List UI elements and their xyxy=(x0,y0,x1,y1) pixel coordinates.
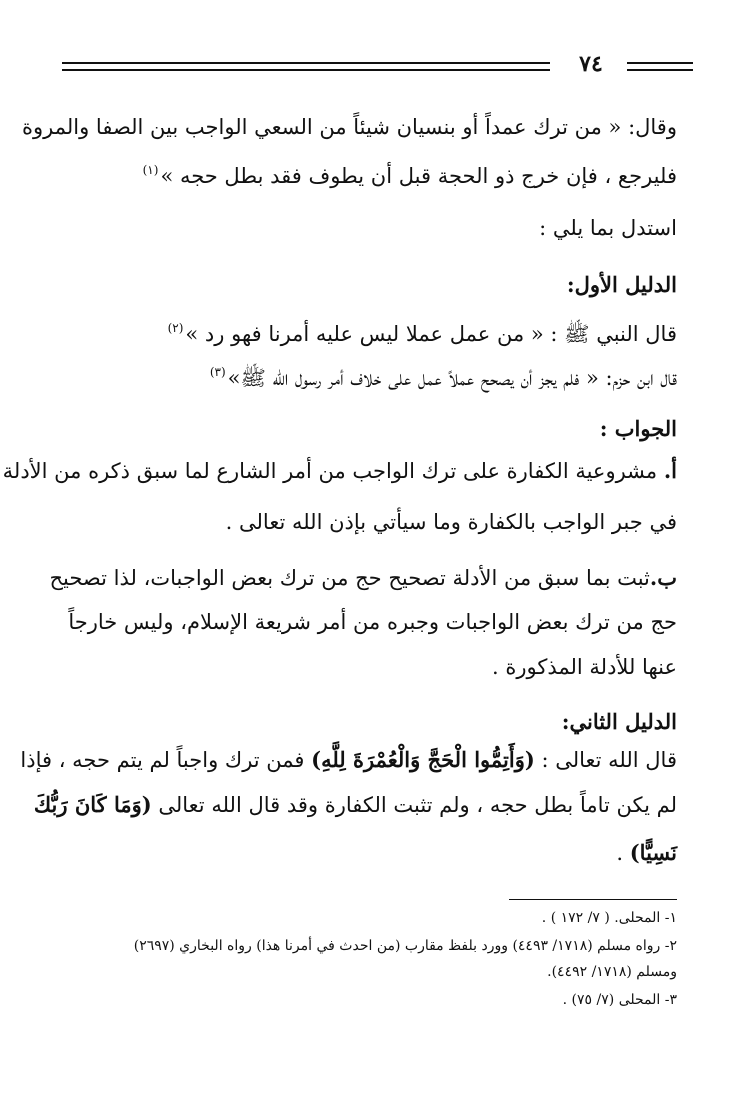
text-line-11-pre: قال الله تعالى : xyxy=(534,748,677,772)
text-line-2 xyxy=(60,155,677,191)
footnote-ref-1: (١) xyxy=(142,163,159,177)
header-rule-right xyxy=(627,62,693,71)
text-line-5-body: قال ابن حزم: « فلم يجز أن يصحح عملاً عمل على خلاف أمر رسول الله ﷺ» xyxy=(227,366,677,390)
text-line-7: في جبر الواجب بالكفارة وما سيأتي بإذن الله تعالى . xyxy=(225,510,677,534)
quran-quote-1: (وَأَتِمُّوا الْحَجَّ وَالْعُمْرَةَ لِلَّهِ) xyxy=(311,747,535,772)
text-line-2-body: فليرجع ، فإن خرج ذو الحجة قبل أن يطوف فقد بطل حجه » xyxy=(160,164,677,188)
text-line-8-body: ثبت بما سبق من الأدلة تصحيح حج من ترك بعض الواجبات، لذا تصحيح xyxy=(49,566,650,590)
page-number: ٧٤ xyxy=(579,51,603,77)
text-line-13-post: . xyxy=(616,841,630,865)
text-line-6-body: مشروعية الكفارة على ترك الواجب من أمر الشارع لما سبق ذكره من الأدلة xyxy=(2,459,664,483)
heading-second-evidence: الدليل الثاني: xyxy=(561,709,677,734)
footnote-ref-2: (٢) xyxy=(167,321,184,335)
footnote-2: ٢- رواه مسلم (١٧١٨/ ٤٤٩٣) وورد بلفظ مقارب (من احدث في أمرنا هذا) رواه البخاري (٢٦٩٧) xyxy=(133,938,677,954)
text-line-8 xyxy=(49,563,677,593)
page-header xyxy=(62,51,693,77)
item-b-label: ب. xyxy=(649,565,677,590)
header-rule-left xyxy=(62,62,550,71)
text-line-9: حج من ترك بعض الواجبات وجبره من أمر شريعة الإسلام، وليس خارجاً xyxy=(68,610,677,634)
text-line-6 xyxy=(2,456,677,486)
text-line-1: وقال: « من ترك عمداً أو بنسيان شيئاً من السعي الواجب بين الصفا والمروة xyxy=(22,115,677,139)
footnote-ref-3: (٣) xyxy=(209,365,226,379)
text-line-5 xyxy=(60,357,677,393)
footnote-2-cont: ومسلم (١٧١٨/ ٤٤٩٢). xyxy=(547,964,677,980)
text-line-12 xyxy=(33,790,677,820)
text-line-11 xyxy=(20,745,677,775)
text-line-10: عنها للأدلة المذكورة . xyxy=(492,655,677,679)
footnote-1: ١- المحلى. ( ٧/ ١٧٢ ) . xyxy=(541,910,677,926)
heading-first-evidence: الدليل الأول: xyxy=(566,272,677,297)
text-line-12-pre: لم يكن تاماً بطل حجه ، ولم تثبت الكفارة وقد قال الله تعالى xyxy=(151,793,677,817)
text-line-11-post: فمن ترك واجباً لم يتم حجه ، فإذا xyxy=(20,748,312,772)
quran-quote-2-start: (وَمَا كَانَ رَبُّكَ xyxy=(33,792,152,817)
quran-quote-2-end: نَسِيًّا) xyxy=(629,840,677,865)
text-line-3: استدل بما يلي : xyxy=(539,216,677,240)
text-line-4-body: قال النبي ﷺ : « من عمل عملا ليس عليه أمرنا فهو رد » xyxy=(185,322,677,346)
footnote-3: ٣- المحلى (٧/ ٧٥) . xyxy=(562,992,677,1008)
text-line-13 xyxy=(60,838,677,868)
heading-answer: الجواب : xyxy=(599,416,677,441)
text-line-4 xyxy=(60,313,677,349)
footnote-divider xyxy=(509,899,677,900)
item-a-label: أ. xyxy=(663,458,677,483)
